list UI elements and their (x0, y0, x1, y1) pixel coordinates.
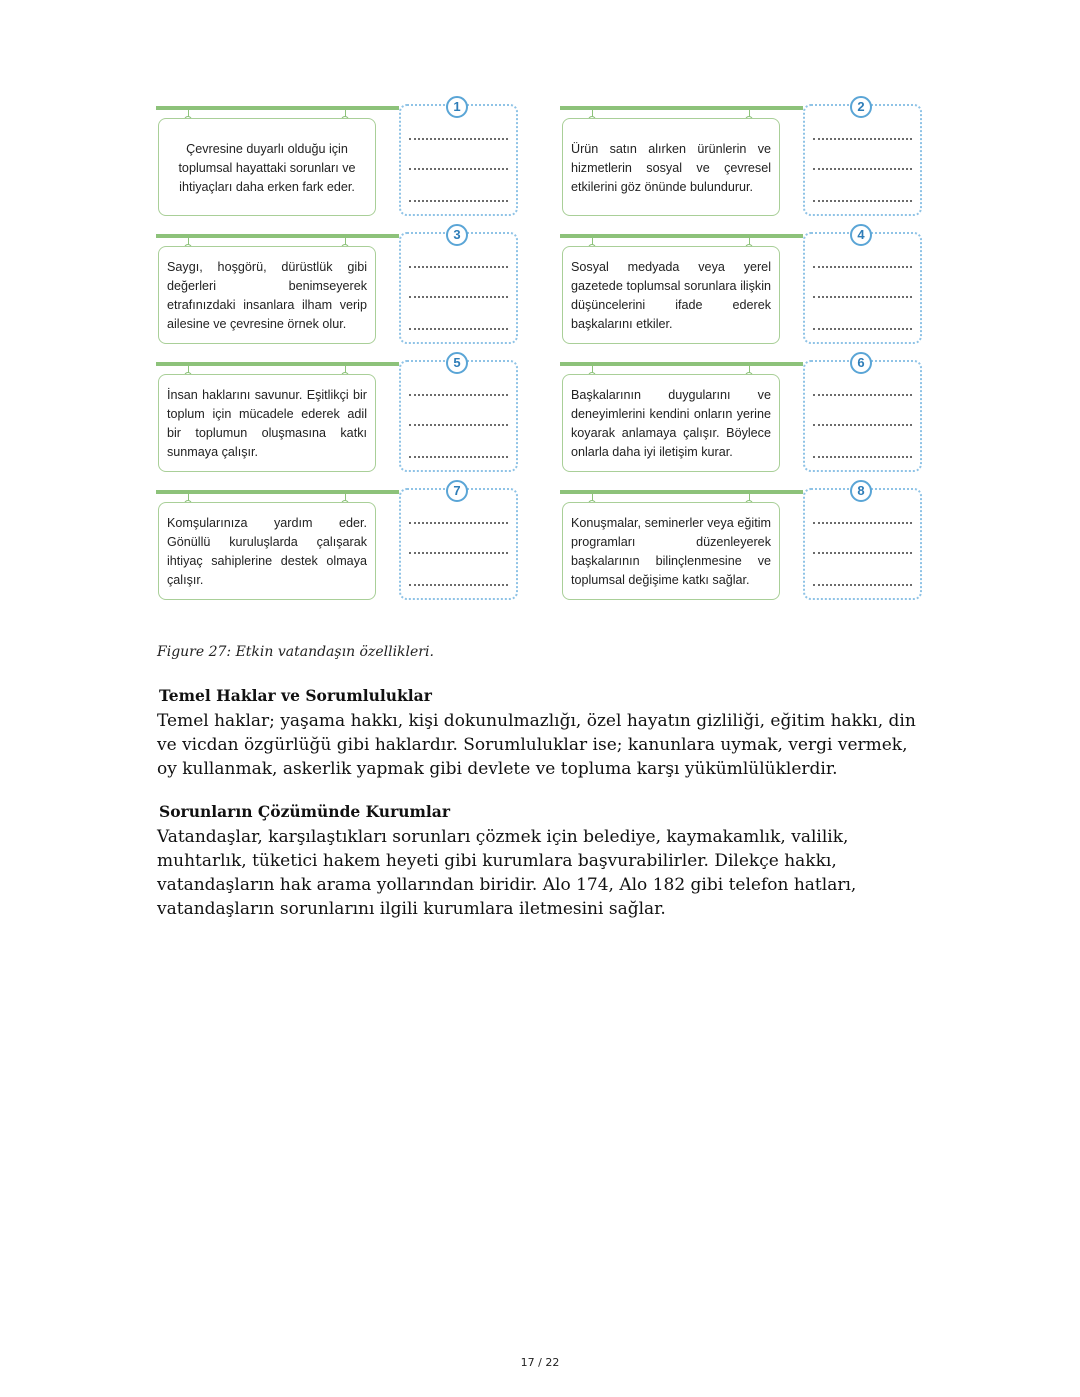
answer-box[interactable] (803, 488, 922, 600)
answer-line (813, 266, 912, 268)
page-number: 17 / 22 (520, 1356, 560, 1369)
figure-item (560, 480, 924, 600)
statement-card (158, 502, 376, 600)
pin (188, 364, 195, 374)
pin (749, 108, 756, 118)
answer-line (409, 456, 508, 458)
figure-etkin-vatandas (156, 96, 926, 608)
statement-text: Çevresine duyarlı olduğu için toplumsal hayattaki sorunları ve ihtiyaçları daha erken fark eder. (178, 141, 356, 194)
pin (188, 492, 195, 502)
figure-item (156, 96, 520, 216)
section-paragraph: Vatandaşlar, karşılaştıkları sorunları çözmek için belediye, kaymakamlık, valilik, muhtarlık, tüketici hakem heyeti gibi kurumlara başvurabilirler. Dilekçe hakkı, vatandaşların hak arama yollarından biridir. Alo 174, Alo 182 gibi telefon hatları, vatandaşların sorunlarını ilgili kurumlara iletmesini sağlar. (157, 827, 857, 919)
number-badge: 3 (446, 224, 468, 246)
answer-line (409, 266, 508, 268)
number-badge: 4 (850, 224, 872, 246)
answer-line (813, 456, 912, 458)
figure-item (156, 480, 520, 600)
pin (592, 236, 599, 246)
statement-card (562, 502, 780, 600)
answer-line (813, 168, 912, 170)
answer-box[interactable] (803, 360, 922, 472)
pin (345, 236, 352, 246)
pin (188, 236, 195, 246)
pin (345, 364, 352, 374)
figure-item (156, 224, 520, 344)
statement-card (562, 246, 780, 344)
answer-line (409, 200, 508, 202)
answer-line (813, 328, 912, 330)
statement-text: İnsan haklarını savunur. Eşitlikçi bir toplum için mücadele ederek adil bir toplumun oluşmasına katkı sunmaya çalışır. (167, 388, 367, 459)
answer-line (409, 424, 508, 426)
number-badge: 7 (446, 480, 468, 502)
statement-text: Saygı, hoşgörü, dürüstlük gibi değerleri benimseyerek etrafınızdaki insanlara ilham verip ailesine ve çevresine örnek olur. (167, 260, 367, 331)
number-badge: 8 (850, 480, 872, 502)
statement-card (562, 118, 780, 216)
answer-line (409, 296, 508, 298)
answer-line (813, 296, 912, 298)
statement-card (158, 118, 376, 216)
answer-box[interactable] (803, 104, 922, 216)
statement-text: Sosyal medyada veya yerel gazetede toplumsal sorunlara ilişkin düşüncelerini ifade ederek başkalarını etkiler. (571, 260, 771, 331)
figure-item (560, 224, 924, 344)
figure-item (156, 352, 520, 472)
answer-line (813, 394, 912, 396)
number-badge: 1 (446, 96, 468, 118)
answer-line (409, 328, 508, 330)
pin (749, 364, 756, 374)
figure-item (560, 96, 924, 216)
answer-box[interactable] (803, 232, 922, 344)
answer-line (813, 138, 912, 140)
figure-item (560, 352, 924, 472)
answer-line (813, 584, 912, 586)
pin (592, 492, 599, 502)
answer-line (813, 522, 912, 524)
pin (345, 108, 352, 118)
answer-line (409, 394, 508, 396)
answer-box[interactable] (399, 488, 518, 600)
statement-card (562, 374, 780, 472)
statement-text: Başkalarının duygularını ve deneyimlerini kendini onların yerine koyarak anlamaya çalışır. Böylece onlarla daha iyi iletişim kurar. (571, 388, 771, 459)
number-badge: 6 (850, 352, 872, 374)
answer-line (409, 584, 508, 586)
figure-caption: Figure 27: Etkin vatandaşın özellikleri. (157, 644, 434, 660)
statement-text: Ürün satın alırken ürünlerin ve hizmetlerin sosyal ve çevresel etkilerini göz önünde bulundurur. (571, 141, 771, 194)
pin (592, 364, 599, 374)
number-badge: 5 (446, 352, 468, 374)
section-heading: Sorunların Çözümünde Kurumlar (159, 802, 451, 821)
answer-line (813, 424, 912, 426)
number-badge: 2 (850, 96, 872, 118)
section-heading: Temel Haklar ve Sorumluluklar (159, 686, 432, 705)
statement-text: Komşularınıza yardım eder. Gönüllü kuruluşlarda çalışarak ihtiyaç sahiplerine destek olmaya çalışır. (167, 516, 367, 587)
pin (592, 108, 599, 118)
answer-line (813, 552, 912, 554)
answer-line (409, 168, 508, 170)
section-paragraph: Temel haklar; yaşama hakkı, kişi dokunulmazlığı, özel hayatın gizliliği, eğitim hakkı, din ve vicdan özgürlüğü gibi haklardır. Sorumluluklar ise; kanunlara uymak, vergi vermek, oy kullanmak, askerlik yapmak gibi devlete ve topluma karşı yükümlülüklerdir. (157, 711, 916, 779)
answer-line (409, 138, 508, 140)
statement-card (158, 246, 376, 344)
pin (188, 108, 195, 118)
pin (749, 236, 756, 246)
answer-box[interactable] (399, 104, 518, 216)
answer-line (409, 522, 508, 524)
answer-line (813, 200, 912, 202)
statement-card (158, 374, 376, 472)
pin (345, 492, 352, 502)
answer-line (409, 552, 508, 554)
pin (749, 492, 756, 502)
answer-box[interactable] (399, 360, 518, 472)
answer-box[interactable] (399, 232, 518, 344)
statement-text: Konuşmalar, seminerler veya eğitim programları düzenleyerek başkalarının bilinçlenmesine ve toplumsal değişime katkı sağlar. (571, 516, 771, 587)
